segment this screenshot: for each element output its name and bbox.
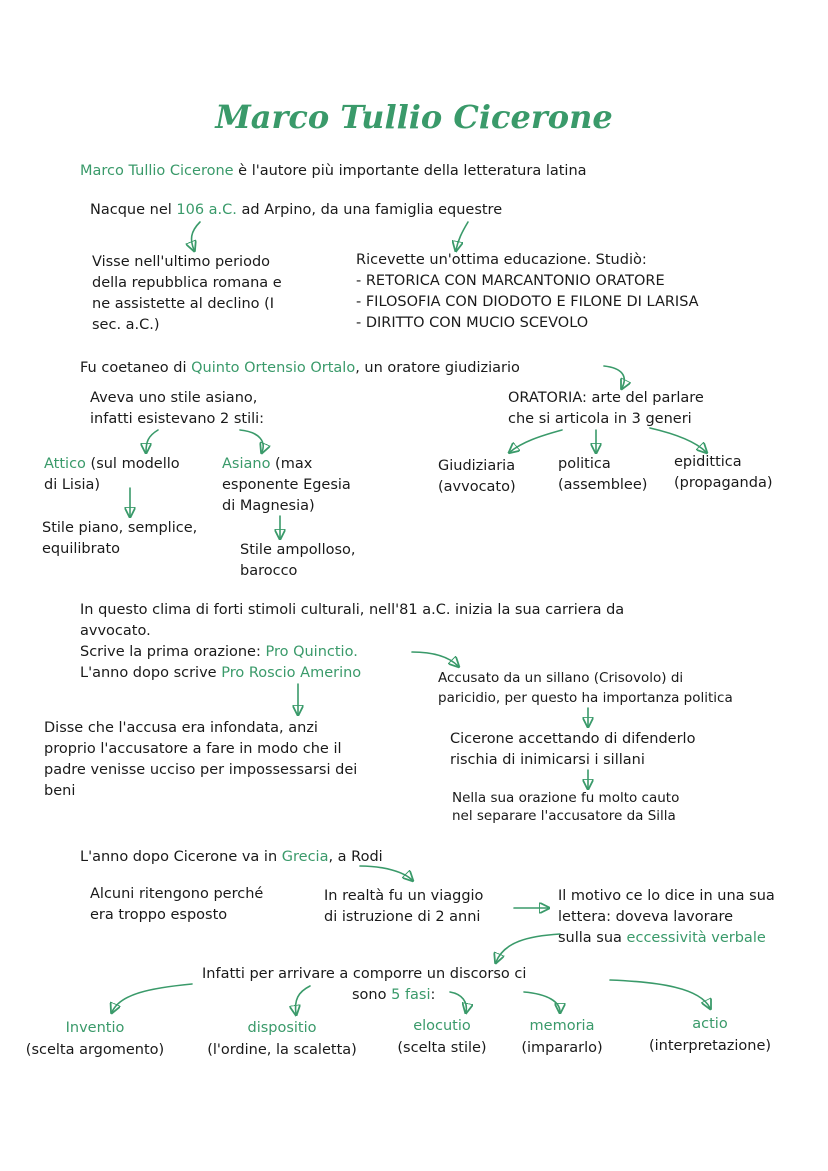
author-name: Marco Tullio Cicerone	[80, 163, 234, 179]
arrow-fasi-elocutio	[450, 992, 466, 1012]
arrow-grecia-realta	[360, 866, 412, 880]
arrow-oratoria-giudiziaria	[510, 430, 562, 452]
arrow-birth-education	[456, 222, 468, 250]
arrow-ortensio-oratoria	[604, 366, 624, 388]
arrow-fasi-actio	[610, 980, 710, 1008]
ortensio-line: Fu coetaneo di Quinto Ortensio Ortalo, un oratore giudiziario	[80, 360, 520, 376]
arrow-oratoria-epidittica	[650, 428, 706, 452]
arrow-stiles-attico	[146, 430, 158, 452]
arrow-fasi-memoria	[524, 992, 560, 1012]
arrow-fasi-inventio	[112, 984, 192, 1012]
arrow-stiles-asiano	[240, 430, 263, 452]
arrow-fasi-dispositio	[296, 986, 310, 1014]
arrow-birth-lived	[192, 222, 200, 250]
birth-line: Nacque nel 106 a.C. ad Arpino, da una famiglia equestre	[90, 202, 503, 218]
arrow-motivo-infatti	[496, 934, 560, 962]
page-title: Marco Tullio Cicerone	[215, 98, 613, 136]
intro-line: Marco Tullio Cicerone è l'autore più importante della letteratura latina	[80, 163, 587, 179]
arrow-quinctio-accusato	[412, 652, 458, 666]
grecia-line: L'anno dopo Cicerone va in Grecia, a Rodi	[80, 849, 383, 865]
